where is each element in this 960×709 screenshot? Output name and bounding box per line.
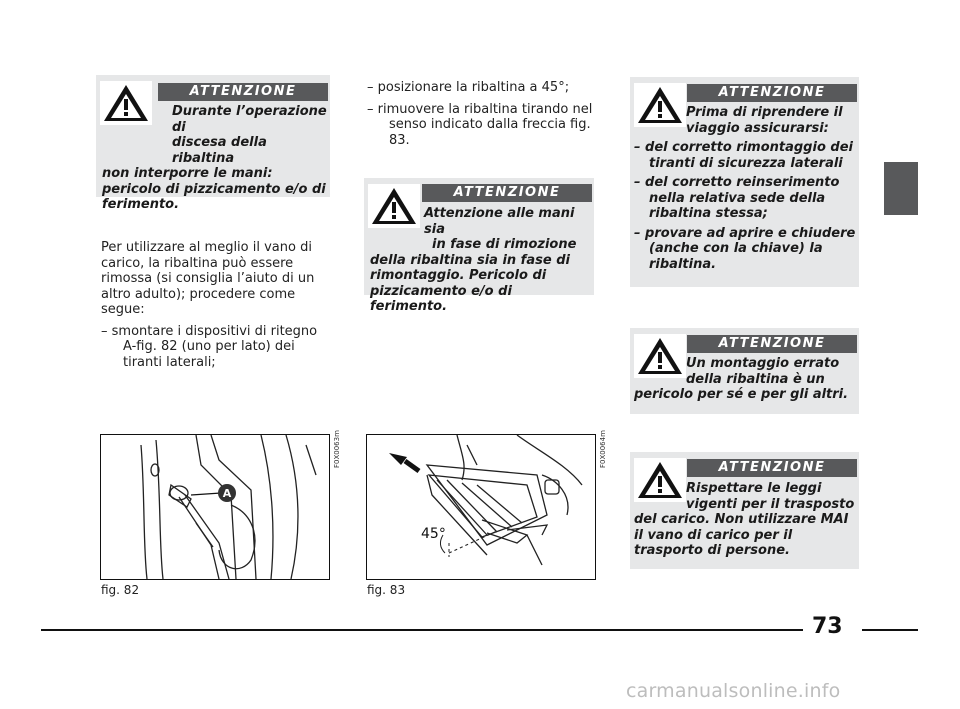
warning-text: Attenzione alle mani sia in fase di rimozione della ribaltina sia in fase di rimontaggio. Pericolo di pizzicamento e/o di ferimento. [370,206,577,314]
figure-code: F0X0064m [599,430,607,468]
step-1: – smontare i dispositivi di ritegno A-fig. 82 (uno per lato) dei tiranti laterali; [101,323,318,370]
attention-header: ATTENZIONE [687,459,857,477]
warning-text: Durante l’operazione di discesa della ribaltina non interporre le mani: pericolo di pizzicamento e/o di ferimento. [102,104,327,212]
attention-header: ATTENZIONE [422,184,592,202]
figure-caption: fig. 83 [367,583,406,597]
tailgate-illustration [367,435,595,579]
attention-header: ATTENZIONE [687,84,857,102]
warning-text: Rispettare le leggi vigenti per il trasposto del carico. Non utilizzare MAI il vano di carico per il trasporto di persone. [634,481,855,558]
body-text-left [101,240,329,376]
figure-83 [366,434,596,580]
warning-box-4 [630,328,859,414]
warning-text: Un montaggio errato della ribaltina è un pericolo per sé e per gli altri. [634,356,849,402]
footer-rule-left [41,629,803,631]
step-3: – rimuovere la ribaltina tirando nel senso indicato dalla freccia fig. 83. [367,101,593,148]
attention-header: ATTENZIONE [158,83,328,101]
latch-illustration [101,435,329,579]
warning-text: Prima di riprendere il viaggio assicurarsi: – del corretto rimontaggio dei tiranti di sicurezza laterali – del corretto reinserimento nella relativa sede della ribaltina stessa; – provare ad aprire e chiudere (anche con la chiave) la ribaltina. [634,105,856,272]
warning-box-3 [630,77,859,287]
page-number: 73 [812,614,843,639]
figure-caption: fig. 82 [101,583,140,597]
footer-rule-right [862,629,918,631]
figure-code: F0X0063m [333,430,341,468]
checklist-item: – del corretto rimontaggio dei tiranti di sicurezza laterali [634,140,853,171]
warning-box-2 [364,178,594,314]
watermark: carmanualsonline.info [626,680,841,702]
warning-box-1 [96,75,330,212]
warning-box-5 [630,452,859,569]
figure-82 [100,434,330,580]
intro-paragraph: Per utilizzare al meglio il vano di carico, la ribaltina può essere rimossa (si consiglia l’aiuto di un altro adulto); procedere come segue: [101,240,315,317]
section-tab [884,162,918,215]
angle-label: 45° [421,526,446,542]
figure-callout-a: A [222,487,232,500]
checklist-item: – provare ad aprire e chiudere (anche con la chiave) la ribaltina. [634,225,856,272]
checklist-item: – del corretto reinserimento nella relativa sede della ribaltina stessa; [634,175,840,221]
attention-header: ATTENZIONE [687,335,857,353]
body-text-middle [367,80,595,154]
step-2: – posizionare la ribaltina a 45°; [367,80,570,95]
